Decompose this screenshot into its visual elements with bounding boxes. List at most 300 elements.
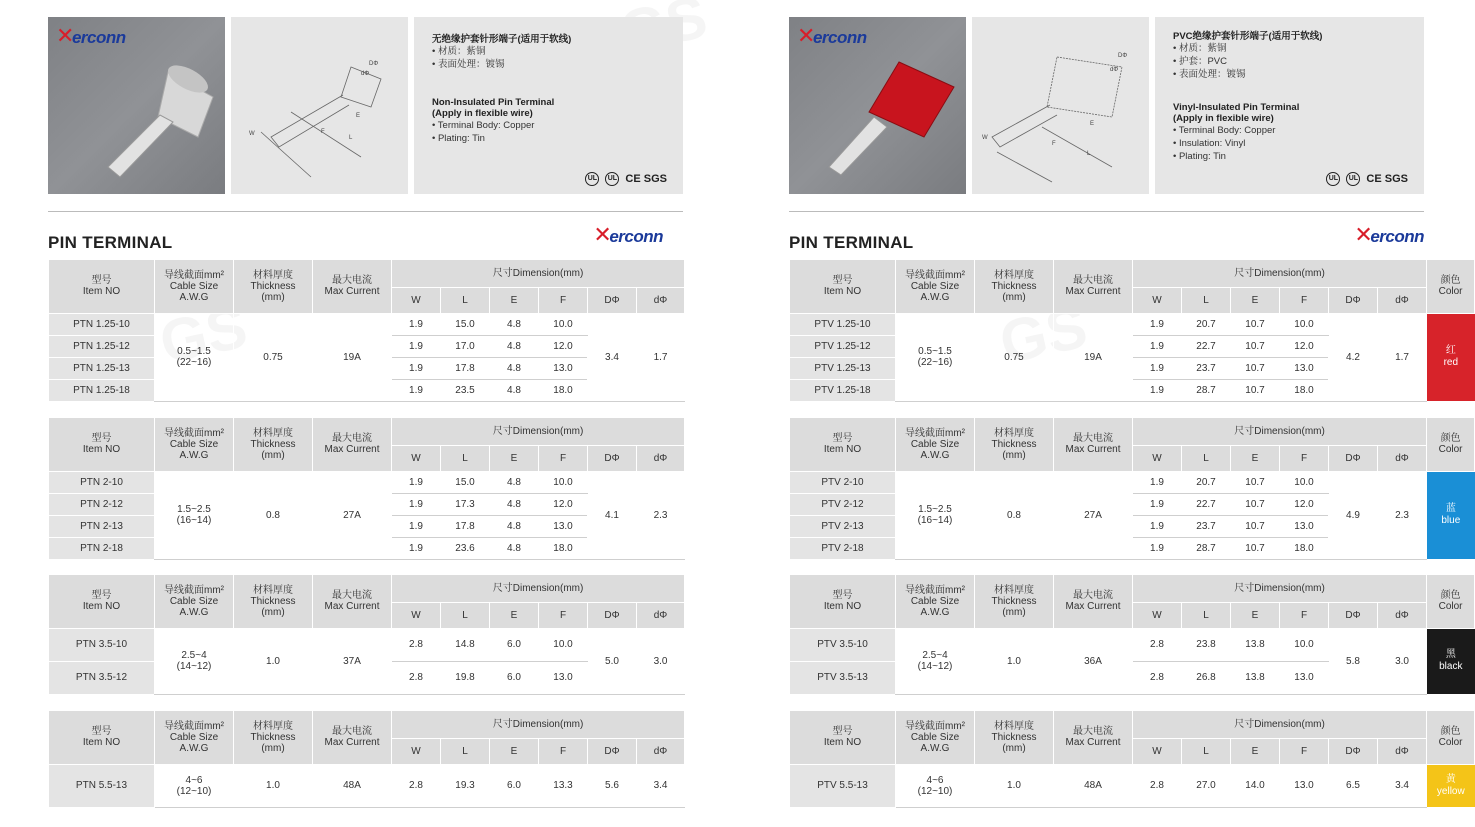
- header-max-current: [313, 260, 392, 313]
- header-line: 最大电流: [332, 275, 372, 287]
- header-dimension: 尺寸Dimension(mm): [392, 260, 685, 287]
- dim-value: 1.9: [1133, 335, 1182, 357]
- header-dim-col: dΦ: [1378, 445, 1427, 471]
- dim-value: 28.7: [1182, 537, 1231, 559]
- header-line: Max Current: [324, 444, 380, 456]
- dim-value: 10.7: [1231, 379, 1280, 401]
- header-cable-size: [896, 575, 975, 628]
- dim-value: 10.0: [539, 471, 588, 493]
- header-line: Item NO: [82, 444, 121, 456]
- dim-value: 10.0: [1280, 471, 1329, 493]
- header-line: 材料厚度: [253, 720, 293, 732]
- header-line: Thickness: [991, 438, 1037, 450]
- item-no: PTN 2-10: [49, 471, 155, 493]
- header-dimension: 尺寸Dimension(mm): [392, 418, 685, 445]
- color-en: blue: [1441, 515, 1461, 527]
- cable-mm2: 4~6: [185, 774, 203, 786]
- item-no: PTV 1.25-13: [790, 357, 896, 379]
- dim-value: 26.8: [1182, 661, 1231, 694]
- cable-awg: (12~10): [917, 785, 953, 797]
- desc-en-item: • Terminal Body: Copper: [1173, 125, 1276, 136]
- header-max-current: [1054, 575, 1133, 628]
- max-current: 27A: [313, 471, 392, 559]
- header-max-current: [1054, 260, 1133, 313]
- header-max-current: [1054, 711, 1133, 764]
- header-dim-col: L: [441, 445, 490, 471]
- header-line: Thickness: [250, 280, 296, 292]
- thickness: 0.8: [975, 471, 1054, 559]
- header-line: (mm): [1002, 449, 1026, 461]
- dim-value: 22.7: [1182, 493, 1231, 515]
- header-line: 型号: [91, 590, 112, 602]
- header-item-no: [49, 575, 155, 628]
- dim-value: 4.8: [490, 357, 539, 379]
- header-thickness: [234, 711, 313, 764]
- dim-value: 13.0: [1280, 357, 1329, 379]
- header-dim-col: F: [539, 445, 588, 471]
- header-line: 材料厚度: [253, 269, 293, 281]
- header-thickness: [975, 711, 1054, 764]
- max-current: 19A: [1054, 313, 1133, 401]
- header-thickness: [975, 575, 1054, 628]
- certification-marks: UL UL CE SGS: [1326, 172, 1408, 186]
- thickness: 1.0: [234, 628, 313, 694]
- svg-text:E: E: [1090, 121, 1095, 127]
- header-dimension: 尺寸Dimension(mm): [1133, 575, 1427, 602]
- header-dim-col: F: [1280, 287, 1329, 313]
- header-line: 型号: [832, 433, 853, 445]
- dim-value: 10.7: [1231, 357, 1280, 379]
- header-line: (mm): [1002, 742, 1026, 754]
- header-dim-col: E: [490, 287, 539, 313]
- header-dim-col: W: [392, 287, 441, 313]
- spec-table: [789, 418, 1475, 560]
- color-cn: 蓝: [1445, 503, 1456, 515]
- item-no: PTN 5.5-13: [49, 764, 155, 807]
- dim-value: 1.9: [392, 357, 441, 379]
- dim-value: 1.9: [392, 313, 441, 335]
- header-line: A.W.G: [179, 291, 209, 303]
- table-row: [790, 764, 1475, 807]
- header-cable-size: [896, 418, 975, 471]
- header-dim-col: L: [441, 602, 490, 628]
- header-dim-col: DΦ: [1329, 738, 1378, 764]
- dim-value: 1.9: [1133, 471, 1182, 493]
- header-line: 颜色: [1440, 590, 1461, 602]
- dim-value: 10.7: [1231, 471, 1280, 493]
- thickness: 0.75: [234, 313, 313, 401]
- svg-text:F: F: [321, 129, 325, 135]
- header-line: Cable Size: [169, 438, 219, 450]
- header-dimension: 尺寸Dimension(mm): [392, 575, 685, 602]
- dim-value: 18.0: [1280, 537, 1329, 559]
- table-row: [49, 628, 685, 661]
- item-no: PTV 2-12: [790, 493, 896, 515]
- table-row: [790, 471, 1475, 493]
- desc-cn-item: • 材质：紫铜: [432, 46, 486, 57]
- cable-size: [896, 313, 975, 401]
- header-line: Thickness: [250, 595, 296, 607]
- header-line: Item NO: [82, 601, 121, 613]
- header-line: 导线截面mm²: [905, 584, 965, 596]
- svg-text:dΦ: dΦ: [1110, 67, 1119, 73]
- header-line: 颜色: [1440, 726, 1461, 738]
- color-cn: 黑: [1445, 649, 1456, 661]
- cul-icon: UL: [605, 172, 619, 186]
- dim-value: 12.0: [539, 493, 588, 515]
- desc-cn-title: PVC绝缘护套针形端子(适用于软线): [1173, 31, 1323, 42]
- dim-value: 2.8: [392, 661, 441, 694]
- header-line: 材料厚度: [253, 427, 293, 439]
- cable-awg: (22~16): [176, 357, 212, 368]
- color-cn: 黄: [1445, 773, 1456, 785]
- color-cn: 红: [1445, 345, 1456, 357]
- item-no: PTN 1.25-12: [49, 335, 155, 357]
- dim-value: 1.9: [1133, 493, 1182, 515]
- dim-value: 2.8: [1133, 661, 1182, 694]
- header-dim-col: L: [441, 287, 490, 313]
- dim-value: 23.5: [441, 379, 490, 401]
- dim-value: 1.9: [392, 515, 441, 537]
- svg-text:W: W: [249, 131, 255, 137]
- desc-en-title: Vinyl-Insulated Pin Terminal: [1173, 102, 1300, 113]
- dim-value: 10.7: [1231, 515, 1280, 537]
- dim-value: 28.7: [1182, 379, 1231, 401]
- color-en: black: [1439, 661, 1463, 673]
- header-dim-col: F: [539, 287, 588, 313]
- desc-en-item: • Terminal Body: Copper: [432, 120, 535, 131]
- header-dim-col: E: [1231, 445, 1280, 471]
- item-no: PTN 1.25-10: [49, 313, 155, 335]
- dim-value: 1.9: [1133, 537, 1182, 559]
- cable-mm2: 1.5~2.5: [177, 504, 211, 515]
- desc-en-item: • Insulation: Vinyl: [1173, 138, 1246, 149]
- brand-logo: ✕erconn: [797, 23, 867, 48]
- header-line: 材料厚度: [994, 269, 1034, 281]
- header-line: 导线截面mm²: [905, 269, 965, 281]
- item-no: PTV 2-10: [790, 471, 896, 493]
- header-dim-col: E: [490, 445, 539, 471]
- dim-value: 23.6: [441, 537, 490, 559]
- dim-value: 17.8: [441, 357, 490, 379]
- header-thickness: [234, 260, 313, 313]
- dim-value: 14.8: [441, 628, 490, 661]
- dim-D: 4.9: [1329, 471, 1378, 559]
- header-line: 导线截面mm²: [905, 720, 965, 732]
- spec-table: [48, 575, 685, 695]
- header-dim-col: E: [1231, 738, 1280, 764]
- dim-d: 3.4: [1378, 764, 1427, 807]
- header-dim-col: W: [1133, 602, 1182, 628]
- item-no: PTN 3.5-12: [49, 661, 155, 694]
- item-no: PTV 2-18: [790, 537, 896, 559]
- ul-icon: UL: [585, 172, 599, 186]
- header-line: A.W.G: [179, 606, 209, 618]
- cable-mm2: 1.5~2.5: [918, 504, 952, 515]
- header-dim-col: DΦ: [1329, 445, 1378, 471]
- header-line: 材料厚度: [994, 720, 1034, 732]
- header-thickness: [975, 418, 1054, 471]
- dim-value: 1.9: [1133, 515, 1182, 537]
- spec-table: [789, 711, 1475, 808]
- thickness: 0.75: [975, 313, 1054, 401]
- header-dim-col: L: [1182, 445, 1231, 471]
- header-dim-col: dΦ: [1378, 738, 1427, 764]
- header-line: Color: [1438, 601, 1463, 613]
- svg-text:DΦ: DΦ: [1118, 53, 1128, 59]
- desc-en-title: Non-Insulated Pin Terminal: [432, 97, 555, 108]
- header-line: 最大电流: [1073, 275, 1113, 287]
- table-row: [790, 313, 1475, 335]
- desc-en-item: • Plating: Tin: [432, 133, 485, 144]
- header-line: 型号: [91, 433, 112, 445]
- item-no: PTV 2-13: [790, 515, 896, 537]
- svg-text:dΦ: dΦ: [361, 71, 370, 77]
- table-row: [49, 313, 685, 335]
- cable-awg: (16~14): [917, 515, 953, 526]
- header-dimension: 尺寸Dimension(mm): [1133, 260, 1427, 287]
- header-line: (mm): [261, 606, 285, 618]
- color-swatch: [1427, 764, 1475, 807]
- dim-value: 4.8: [490, 471, 539, 493]
- header-line: Cable Size: [169, 280, 219, 292]
- spec-table: [48, 711, 685, 808]
- header-max-current: [313, 575, 392, 628]
- thickness: 1.0: [975, 628, 1054, 694]
- header-line: A.W.G: [920, 742, 950, 754]
- header-cable-size: [155, 418, 234, 471]
- header-line: A.W.G: [179, 742, 209, 754]
- header-item-no: [790, 575, 896, 628]
- header-line: Cable Size: [910, 595, 960, 607]
- header-max-current: [1054, 418, 1133, 471]
- header-line: 最大电流: [332, 433, 372, 445]
- cable-size: [896, 764, 975, 807]
- header-line: Item NO: [82, 286, 121, 298]
- max-current: 19A: [313, 313, 392, 401]
- product-photo: [48, 17, 225, 194]
- desc-cn-item: • 表面处理：镀锡: [1173, 69, 1246, 80]
- dim-value: 12.0: [539, 335, 588, 357]
- header-line: 型号: [832, 590, 853, 602]
- header-dim-col: L: [441, 738, 490, 764]
- dim-value: 13.8: [1231, 628, 1280, 661]
- header-line: Max Current: [1065, 601, 1121, 613]
- header-max-current: [313, 418, 392, 471]
- brand-logo: ✕erconn: [1354, 222, 1424, 247]
- dim-value: 10.0: [1280, 313, 1329, 335]
- dim-value: 10.7: [1231, 493, 1280, 515]
- header-item-no: [49, 418, 155, 471]
- dim-D: 4.2: [1329, 313, 1378, 401]
- dim-value: 23.7: [1182, 515, 1231, 537]
- dim-value: 15.0: [441, 471, 490, 493]
- dim-value: 4.8: [490, 335, 539, 357]
- header-line: Color: [1438, 444, 1463, 456]
- dim-value: 23.8: [1182, 628, 1231, 661]
- item-no: PTV 5.5-13: [790, 764, 896, 807]
- desc-en-item: • Plating: Tin: [1173, 151, 1226, 162]
- dim-value: 13.0: [539, 661, 588, 694]
- header-line: (mm): [1002, 291, 1026, 303]
- header-dim-col: W: [1133, 287, 1182, 313]
- dim-value: 10.0: [539, 313, 588, 335]
- header-line: Color: [1438, 286, 1463, 298]
- dim-d: 1.7: [637, 313, 685, 401]
- dim-d: 2.3: [1378, 471, 1427, 559]
- header-item-no: [49, 711, 155, 764]
- svg-text:W: W: [982, 135, 988, 141]
- dim-value: 20.7: [1182, 313, 1231, 335]
- spec-table: [789, 260, 1475, 402]
- header-line: Item NO: [823, 601, 862, 613]
- divider: [48, 211, 683, 212]
- header-line: 颜色: [1440, 275, 1461, 287]
- header-dim-col: L: [1182, 738, 1231, 764]
- dim-value: 22.7: [1182, 335, 1231, 357]
- dim-d: 3.4: [637, 764, 685, 807]
- header-line: Thickness: [991, 595, 1037, 607]
- header-dim-col: L: [1182, 602, 1231, 628]
- dim-value: 10.0: [539, 628, 588, 661]
- dim-d: 2.3: [637, 471, 685, 559]
- brand-logo: ✕erconn: [593, 222, 663, 247]
- header-line: Cable Size: [169, 595, 219, 607]
- dim-value: 17.0: [441, 335, 490, 357]
- dim-value: 27.0: [1182, 764, 1231, 807]
- cul-icon: UL: [1346, 172, 1360, 186]
- thickness: 1.0: [234, 764, 313, 807]
- header-line: Item NO: [823, 286, 862, 298]
- header-line: (mm): [1002, 606, 1026, 618]
- header-item-no: [790, 260, 896, 313]
- table-row: [49, 764, 685, 807]
- product-photo: [789, 17, 966, 194]
- header-line: 最大电流: [1073, 726, 1113, 738]
- dim-value: 10.0: [1280, 628, 1329, 661]
- header-line: 最大电流: [1073, 433, 1113, 445]
- dim-D: 6.5: [1329, 764, 1378, 807]
- header-dim-col: E: [1231, 287, 1280, 313]
- dim-value: 13.0: [1280, 515, 1329, 537]
- header-dim-col: E: [1231, 602, 1280, 628]
- dim-value: 1.9: [1133, 379, 1182, 401]
- dim-value: 10.7: [1231, 313, 1280, 335]
- dim-value: 18.0: [1280, 379, 1329, 401]
- thickness: 1.0: [975, 764, 1054, 807]
- header-line: 材料厚度: [994, 427, 1034, 439]
- header-thickness: [234, 418, 313, 471]
- desc-en-subtitle: (Apply in flexible wire): [432, 108, 533, 119]
- color-swatch: [1427, 628, 1475, 694]
- dim-value: 17.3: [441, 493, 490, 515]
- cable-awg: (16~14): [176, 515, 212, 526]
- desc-cn-title: 无绝缘护套针形端子(适用于软线): [432, 34, 572, 45]
- header-dim-col: dΦ: [637, 287, 685, 313]
- dim-value: 13.3: [539, 764, 588, 807]
- header-line: 导线截面mm²: [164, 720, 224, 732]
- dim-value: 13.0: [539, 357, 588, 379]
- dim-value: 1.9: [1133, 313, 1182, 335]
- dim-value: 23.7: [1182, 357, 1231, 379]
- svg-text:L: L: [349, 135, 353, 141]
- header-line: Max Current: [324, 737, 380, 749]
- max-current: 37A: [313, 628, 392, 694]
- header-dim-col: dΦ: [637, 445, 685, 471]
- header-cable-size: [155, 260, 234, 313]
- dim-value: 4.8: [490, 515, 539, 537]
- color-en: red: [1443, 357, 1459, 369]
- header-dim-col: W: [392, 445, 441, 471]
- header-line: (mm): [261, 449, 285, 461]
- desc-cn-item: • 护套：PVC: [1173, 56, 1227, 67]
- dim-value: 18.0: [539, 537, 588, 559]
- color-swatch: [1427, 471, 1475, 559]
- header-line: Color: [1438, 737, 1463, 749]
- header-dimension: 尺寸Dimension(mm): [392, 711, 685, 738]
- header-item-no: [790, 711, 896, 764]
- dim-value: 17.8: [441, 515, 490, 537]
- header-line: Thickness: [250, 731, 296, 743]
- item-no: PTN 2-12: [49, 493, 155, 515]
- dim-value: 4.8: [490, 537, 539, 559]
- cable-size: [896, 628, 975, 694]
- dim-value: 2.8: [392, 628, 441, 661]
- header-max-current: [313, 711, 392, 764]
- cable-size: [896, 471, 975, 559]
- desc-en-subtitle: (Apply in flexible wire): [1173, 113, 1274, 124]
- header-cable-size: [155, 575, 234, 628]
- cable-size: [155, 471, 234, 559]
- desc-cn-item: • 表面处理：镀锡: [432, 59, 505, 70]
- header-dim-col: E: [490, 602, 539, 628]
- header-item-no: [790, 418, 896, 471]
- header-dimension: 尺寸Dimension(mm): [1133, 418, 1427, 445]
- header-dim-col: DΦ: [588, 602, 637, 628]
- spec-table: [48, 418, 685, 560]
- header-line: Thickness: [991, 731, 1037, 743]
- header-line: Cable Size: [169, 731, 219, 743]
- header-line: Max Current: [1065, 444, 1121, 456]
- dim-value: 20.7: [1182, 471, 1231, 493]
- header-color: [1427, 575, 1475, 628]
- header-line: Max Current: [1065, 737, 1121, 749]
- header-line: 型号: [91, 726, 112, 738]
- cable-awg: (12~10): [176, 785, 212, 797]
- max-current: 36A: [1054, 628, 1133, 694]
- header-thickness: [975, 260, 1054, 313]
- cable-mm2: 0.5~1.5: [177, 346, 211, 357]
- dim-d: 3.0: [637, 628, 685, 694]
- header-line: 导线截面mm²: [164, 269, 224, 281]
- max-current: 27A: [1054, 471, 1133, 559]
- header-line: 材料厚度: [253, 584, 293, 596]
- spec-table: [789, 575, 1475, 695]
- header-dim-col: dΦ: [1378, 287, 1427, 313]
- dim-value: 1.9: [392, 379, 441, 401]
- header-line: Cable Size: [910, 280, 960, 292]
- dim-value: 4.8: [490, 379, 539, 401]
- dim-value: 1.9: [392, 471, 441, 493]
- header-line: Thickness: [250, 438, 296, 450]
- header-color: [1427, 260, 1475, 313]
- header-line: 最大电流: [1073, 590, 1113, 602]
- ul-icon: UL: [1326, 172, 1340, 186]
- header-dim-col: F: [539, 602, 588, 628]
- dim-D: 4.1: [588, 471, 637, 559]
- dim-D: 5.0: [588, 628, 637, 694]
- product-header: [48, 17, 683, 194]
